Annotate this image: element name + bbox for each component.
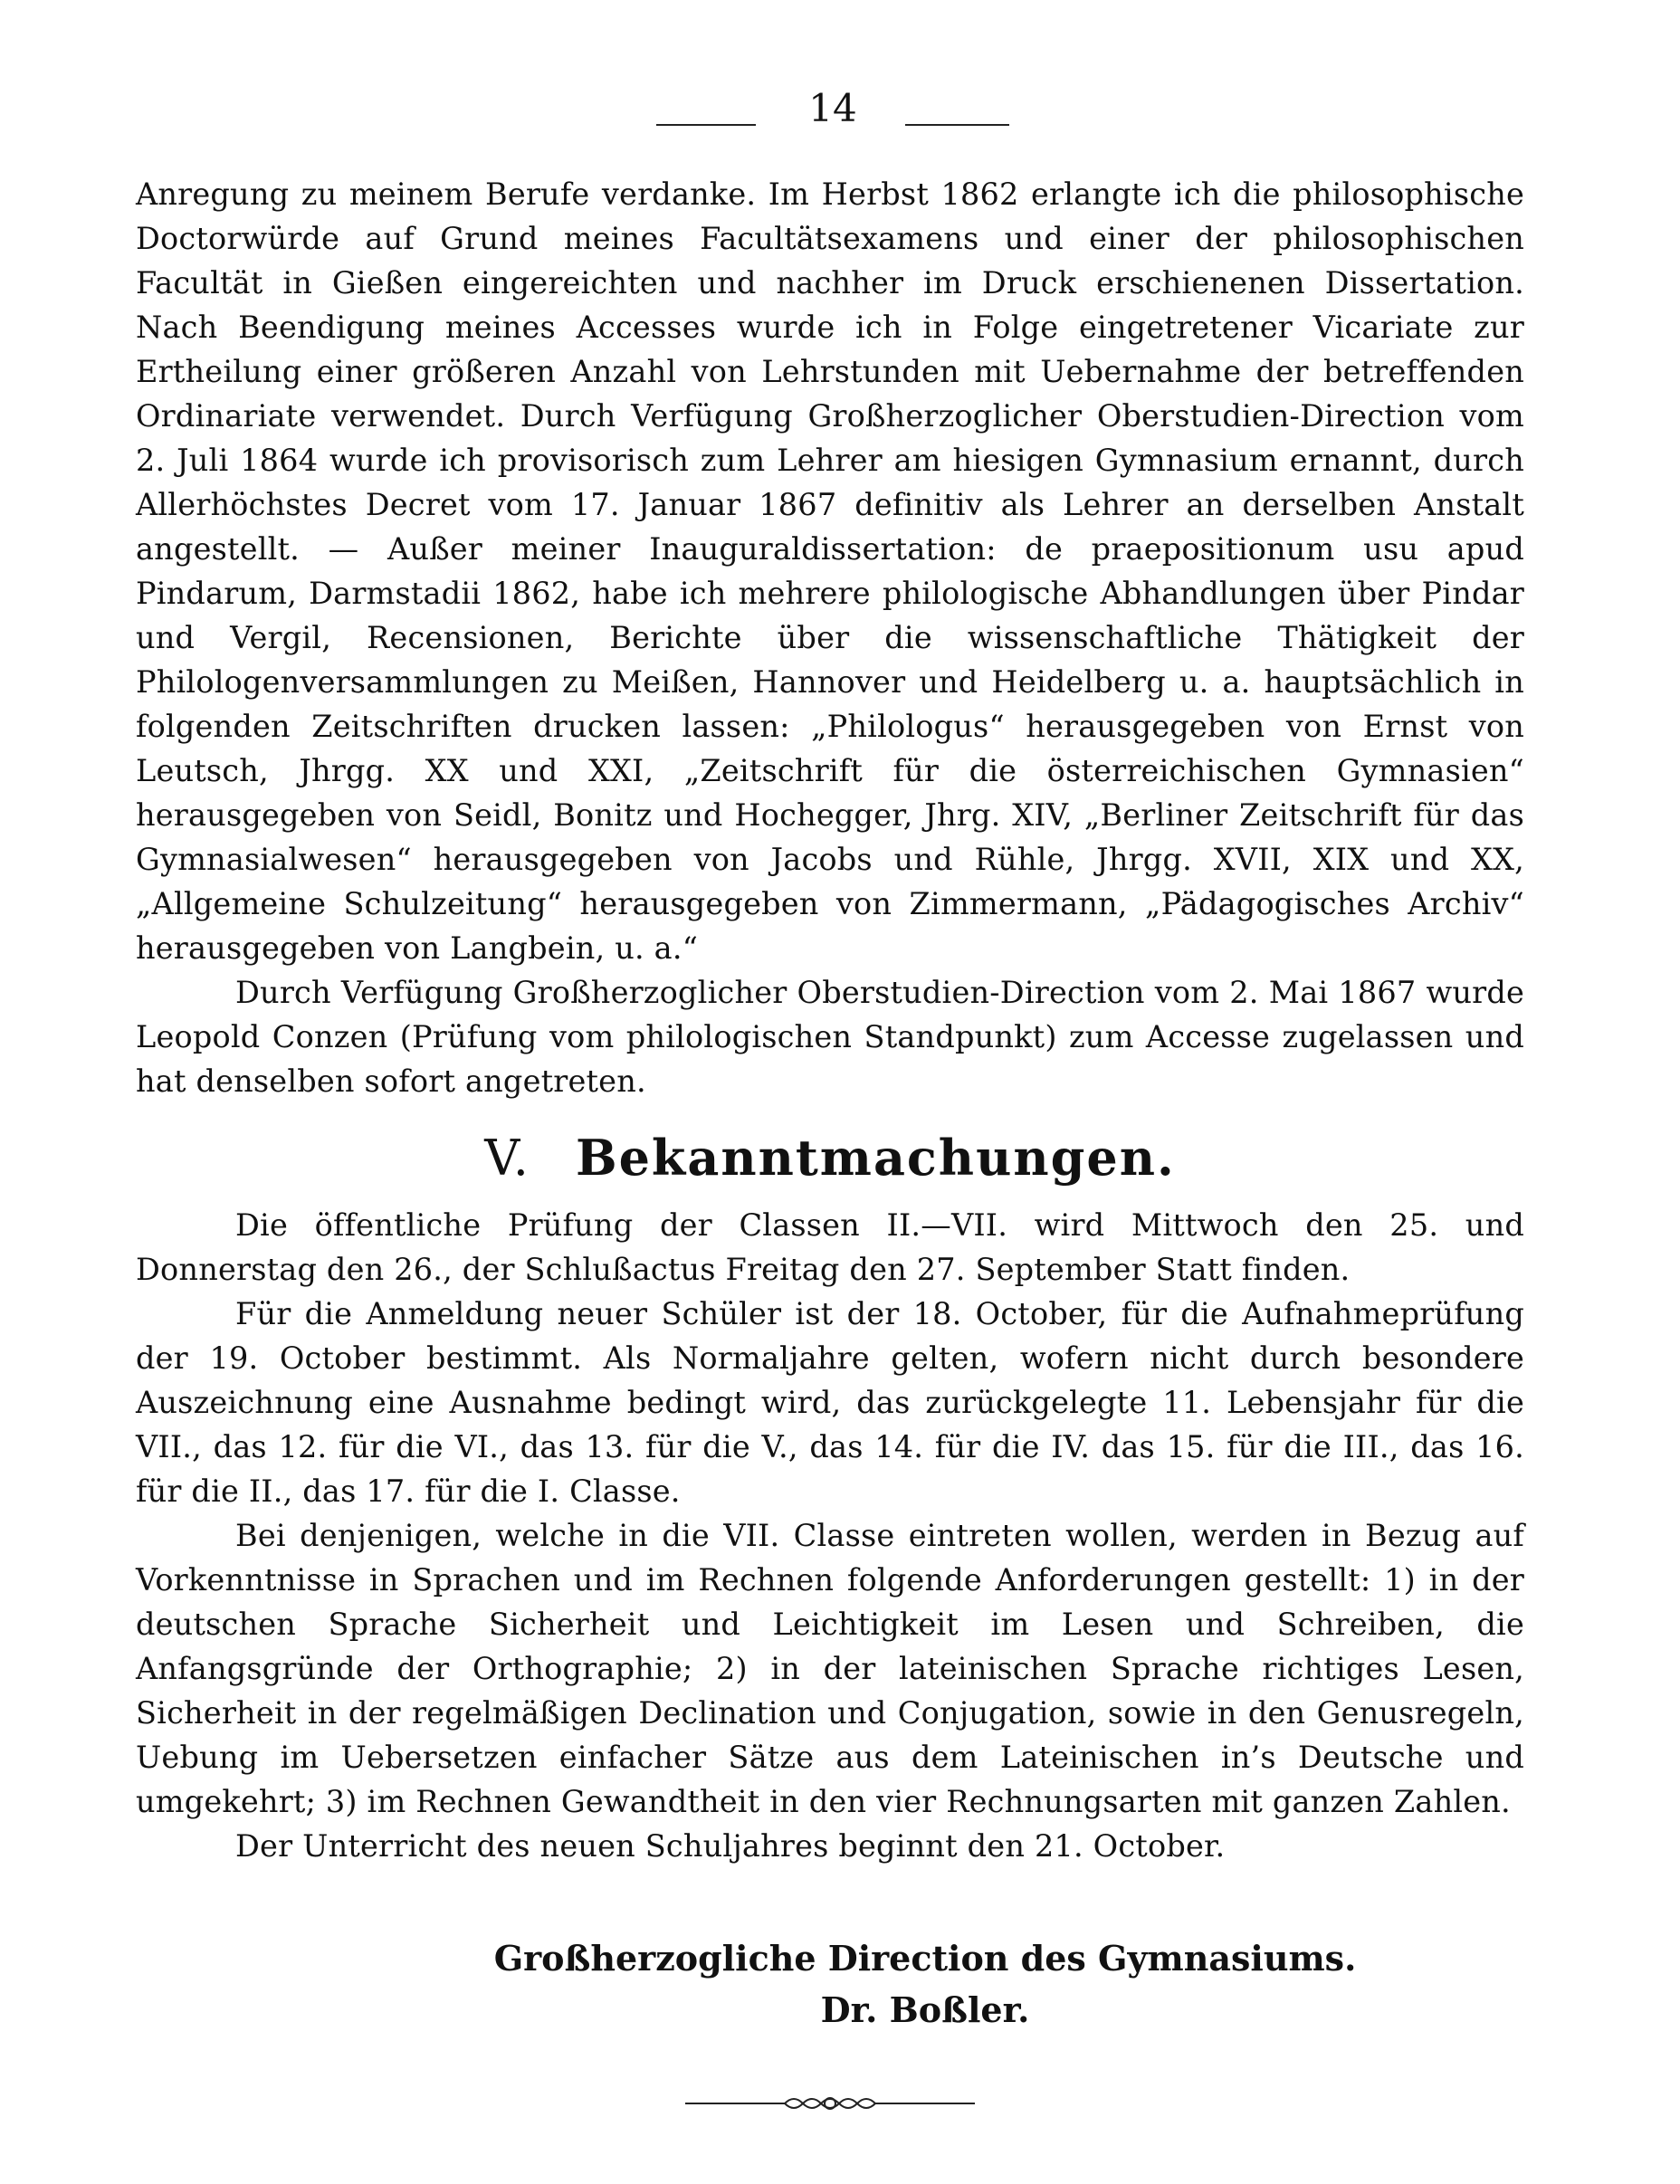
closing-ornament xyxy=(136,2090,1524,2121)
announcement-registration: Für die Anmeldung neuer Schüler ist der 18. October, für die Aufnahmeprüfung der 19. October bestimmt. Als Normaljahre gelten, wofern nicht durch besondere Auszeichnung eine Ausnahme bedingt wird, das zurückgelegte 11. Lebensjahr für die VII., das 12. für die VI., das 13. für die V., das 14. für die IV. das 15. für die III., das 16. für die II., das 17. für die I. Classe. xyxy=(136,1296,1524,1509)
page-header xyxy=(0,86,1680,140)
section-heading xyxy=(136,1129,1524,1187)
header-rule-left xyxy=(656,124,756,126)
section-number: V. xyxy=(484,1130,530,1187)
paragraph-accessist: Durch Verfügung Großherzoglicher Oberstudien-Direction vom 2. Mai 1867 wurde Leopold Conzen (Prüfung vom philologischen Standpunkt) zum Accesse zugelassen und hat denselben sofort angetreten. xyxy=(136,975,1524,1099)
ornament-flourish xyxy=(685,2090,975,2117)
page-body xyxy=(136,172,1524,2121)
announcement-requirements: Bei denjenigen, welche in die VII. Classe eintreten wollen, werden in Bezug auf Vorkenntnisse in Sprachen und im Rechnen folgende Anforderungen gestellt: 1) in der deutschen Sprache Sicherheit und Leichtigkeit im Lesen und Schreiben, die Anfangsgründe der Orthographie; 2) in der lateinischen Sprache richtiges Lesen, Sicherheit in der regelmäßigen Declination und Conjugation, sowie in den Genusregeln, Uebung im Uebersetzen einfacher Sätze aus dem Lateinischen in’s Deutsche und umgekehrt; 3) im Rechnen Gewandtheit in den vier Rechnungsarten mit ganzen Zahlen. xyxy=(136,1518,1524,1819)
signature-institution: Großherzogliche Direction des Gymnasiums. xyxy=(493,1938,1357,1979)
section-title: Bekanntmachungen. xyxy=(575,1129,1176,1187)
page-number: 14 xyxy=(808,86,857,130)
header-rule-right xyxy=(905,124,1009,126)
announcement-exam: Die öffentliche Prüfung der Classen II.—VII. wird Mittwoch den 25. und Donnerstag den 26., der Schlußactus Freitag den 27. September Statt finden. xyxy=(136,1207,1524,1287)
announcement-school-start: Der Unterricht des neuen Schuljahres beginnt den 21. October. xyxy=(235,1828,1226,1864)
signature-name: Dr. Boßler. xyxy=(820,1989,1030,2030)
paragraph-biography: Anregung zu meinem Berufe verdanke. Im Herbst 1862 erlangte ich die philosophische Doctorwürde auf Grund meines Facultätsexamens und einer der philosophischen Facultät in Gießen eingereichten und nachher im Druck erschienenen Dissertation. Nach Beendigung meines Accesses wurde ich in Folge eingetretener Vicariate zur Ertheilung einer größeren Anzahl von Lehrstunden mit Uebernahme der betreffenden Ordinariate verwendet. Durch Verfügung Großherzoglicher Oberstudien-Direction vom 2. Juli 1864 wurde ich provisorisch zum Lehrer am hiesigen Gymnasium ernannt, durch Allerhöchstes Decret vom 17. Januar 1867 definitiv als Lehrer an derselben Anstalt angestellt. — Außer meiner Inauguraldissertation: de praepositionum usu apud Pindarum, Darmstadii 1862, habe ich mehrere philologische Abhandlungen über Pindar und Vergil, Recensionen, Berichte über die wissenschaftliche Thätigkeit der Philologenversammlungen zu Meißen, Hannover und Heidelberg u. a. hauptsächlich in folgenden Zeitschriften drucken lassen: „Philologus“ herausgegeben von Ernst von Leutsch, Jhrgg. XX und XXI, „Zeitschrift für die österreichischen Gymnasien“ herausgegeben von Seidl, Bonitz und Hochegger, Jhrg. XIV, „Berliner Zeitschrift für das Gymnasialwesen“ herausgegeben von Jacobs und Rühle, Jhrgg. XVII, XIX und XX, „Allgemeine Schulzeitung“ herausgegeben von Zimmermann, „Pädagogisches Archiv“ herausgegeben von Langbein, u. a.“ xyxy=(136,176,1524,966)
